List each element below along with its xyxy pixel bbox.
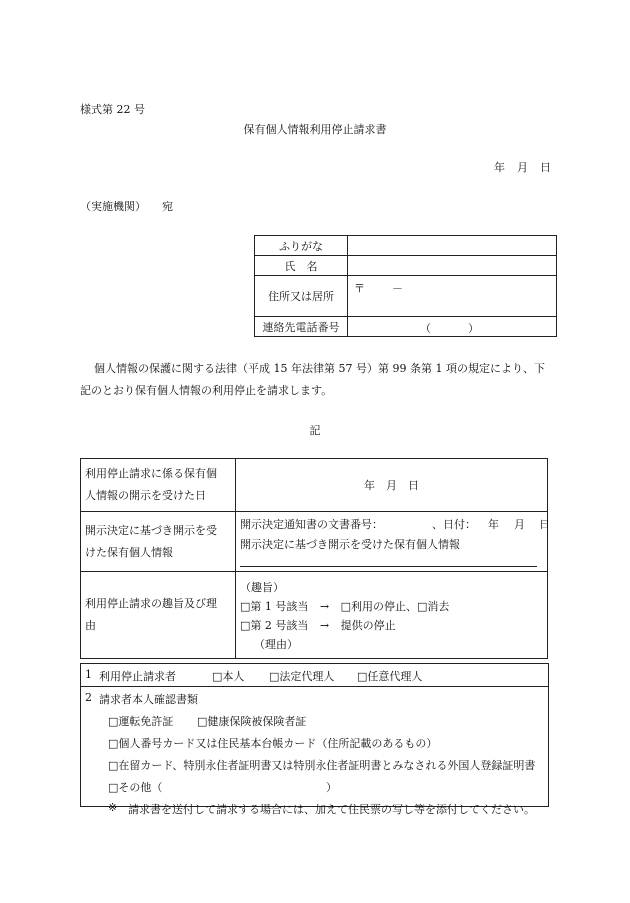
row2-label-line1: 開示決定に基づき開示を受 [85, 523, 217, 537]
row3-option1-text[interactable]: □利用の停止、□消去 [340, 600, 450, 613]
row3-field[interactable] [236, 572, 548, 659]
doc-other-checkbox[interactable]: □その他（ [108, 781, 163, 794]
applicant-table [254, 235, 557, 337]
note-text: 請求書を送付して請求する場合には、加えて住民票の写し等を添付してください。 [128, 803, 535, 816]
row3-option1-checkbox[interactable]: □第 1 号該当 [240, 600, 309, 613]
row2-date-label: 、日付： [432, 518, 476, 531]
furigana-label: ふりがな [255, 236, 348, 256]
row1-label-line1: 利用停止請求に係る保有個 [85, 467, 217, 480]
row1-label-line2: 人情報の開示を受けた日 [85, 489, 206, 502]
row3-gist-label: （趣旨） [240, 581, 284, 594]
row2-info-label: 開示決定に基づき開示を受けた保有個人情報 [240, 538, 460, 551]
requester-voluntary-checkbox[interactable]: □任意代理人 [357, 670, 423, 683]
note-mark: ※ [108, 801, 118, 814]
doc-mynumber-checkbox[interactable]: □個人番号カード又は住民基本台帳カード（住所記載のあるもの） [108, 737, 438, 750]
date-year: 年 [494, 161, 505, 174]
row2-day: 日 [539, 518, 550, 531]
row3-label-line1: 利用停止請求の趣旨及び理 [85, 597, 217, 610]
arrow-icon: → [319, 619, 330, 632]
requester-label: 利用停止請求者 [99, 670, 176, 683]
requester-row [81, 664, 548, 687]
addressee-org: （実施機関） [80, 200, 146, 213]
phone-label: 連絡先電話番号 [255, 317, 348, 337]
addressee-honorific: 宛 [162, 200, 173, 213]
postal-mark: 〒 [354, 282, 365, 295]
row3-label-line2: 由 [85, 619, 96, 632]
requester-self-checkbox[interactable]: □本人 [212, 670, 245, 683]
phone-paren-open: （ [420, 322, 431, 335]
address-field[interactable] [348, 276, 557, 317]
phone-paren-close: ） [468, 322, 479, 335]
address-label: 住所又は居所 [255, 276, 348, 317]
row3-reason-label: （理由） [254, 638, 298, 651]
name-label: 氏 名 [255, 256, 348, 276]
date-day: 日 [540, 161, 551, 174]
intro-line-2: 記のとおり保有個人情報の利用停止を請求します。 [80, 384, 333, 397]
arrow-icon: → [319, 600, 330, 613]
furigana-field[interactable] [348, 236, 557, 256]
page-title: 保有個人情報利用停止請求書 [243, 123, 387, 136]
form-number: 様式第 22 号 [80, 103, 145, 116]
doc-other-close: ） [326, 781, 337, 794]
row3-option2-checkbox[interactable]: □第 2 号該当 [240, 619, 309, 632]
doc-insurance-checkbox[interactable]: □健康保険被保険者証 [197, 715, 307, 728]
postal-dash: － [392, 282, 403, 295]
id-number: 2 [85, 691, 92, 704]
name-field[interactable] [348, 256, 557, 276]
requester-box [80, 663, 549, 816]
ki-heading: 記 [309, 424, 321, 437]
doc-residence-card-checkbox[interactable]: □在留カード、特別永住者証明書又は特別永住者証明書とみなされる外国人登録証明書 [108, 759, 536, 772]
requester-number: 1 [85, 668, 92, 681]
id-label: 請求者本人確認書類 [99, 693, 198, 706]
doc-license-checkbox[interactable]: □運転免許証 [108, 715, 174, 728]
row2-doc-number-label: 開示決定通知書の文書番号： [240, 518, 383, 531]
row2-month: 月 [514, 518, 525, 531]
row1-date: 年 月 日 [364, 479, 419, 492]
row1-date-field[interactable] [236, 459, 548, 512]
row2-underline [240, 552, 537, 567]
request-table [80, 458, 548, 659]
row2-label [81, 512, 236, 572]
date-month: 月 [517, 161, 528, 174]
row3-option2-text: 提供の停止 [340, 619, 396, 632]
row2-label-line2: けた保有個人情報 [85, 545, 173, 559]
row1-label [81, 459, 236, 512]
phone-field[interactable] [348, 317, 557, 337]
id-docs-section [81, 687, 548, 816]
row3-label [81, 572, 236, 659]
requester-legal-checkbox[interactable]: □法定代理人 [269, 670, 335, 683]
intro-line-1: 個人情報の保護に関する法律（平成 15 年法律第 57 号）第 99 条第 1 項の規定により、下 [94, 362, 545, 375]
row2-year: 年 [488, 518, 499, 531]
row2-field[interactable] [236, 512, 548, 572]
